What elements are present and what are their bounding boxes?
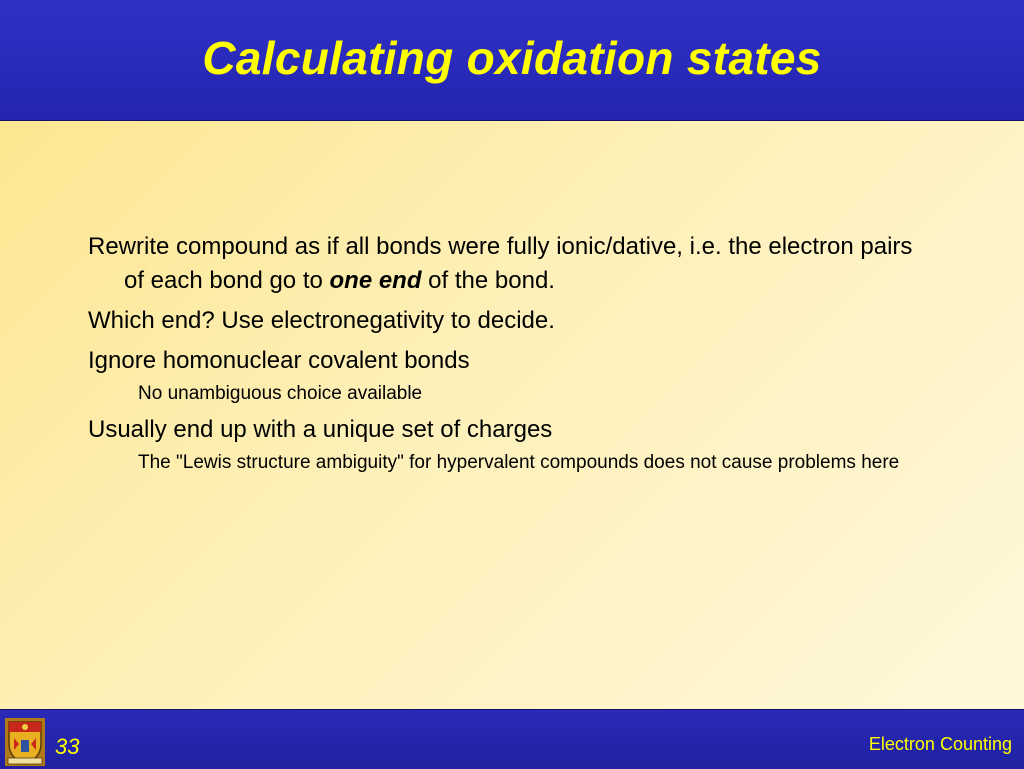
- bullet-unique-charges: Usually end up with a unique set of charges: [88, 416, 553, 443]
- slide-footer: [0, 709, 1024, 769]
- bullet-which-end: Which end? Use electronegativity to decide.: [88, 307, 555, 334]
- bullet-rewrite-compound: [88, 230, 938, 298]
- bullet-emphasis: one end: [329, 267, 422, 294]
- slide-header: [0, 0, 1024, 121]
- sub-bullet-no-choice: No unambiguous choice available: [138, 383, 423, 404]
- slide-body: [88, 230, 938, 482]
- bullet-text: Rewrite compound as if all bonds were fully ionic/dative, i.e. the electron pairs of each bond go to: [88, 233, 913, 294]
- slide-title: Calculating oxidation states: [202, 32, 822, 84]
- bullet-ignore-homonuclear: Ignore homonuclear covalent bonds: [88, 347, 470, 374]
- bullet-text-after: of the bond.: [421, 267, 555, 294]
- university-crest-icon: [5, 718, 45, 766]
- page-number: 33: [55, 734, 80, 759]
- sub-bullet-lewis-ambiguity: The "Lewis structure ambiguity" for hypervalent compounds does not cause problems here: [138, 452, 900, 473]
- footer-title: Electron Counting: [868, 734, 1012, 754]
